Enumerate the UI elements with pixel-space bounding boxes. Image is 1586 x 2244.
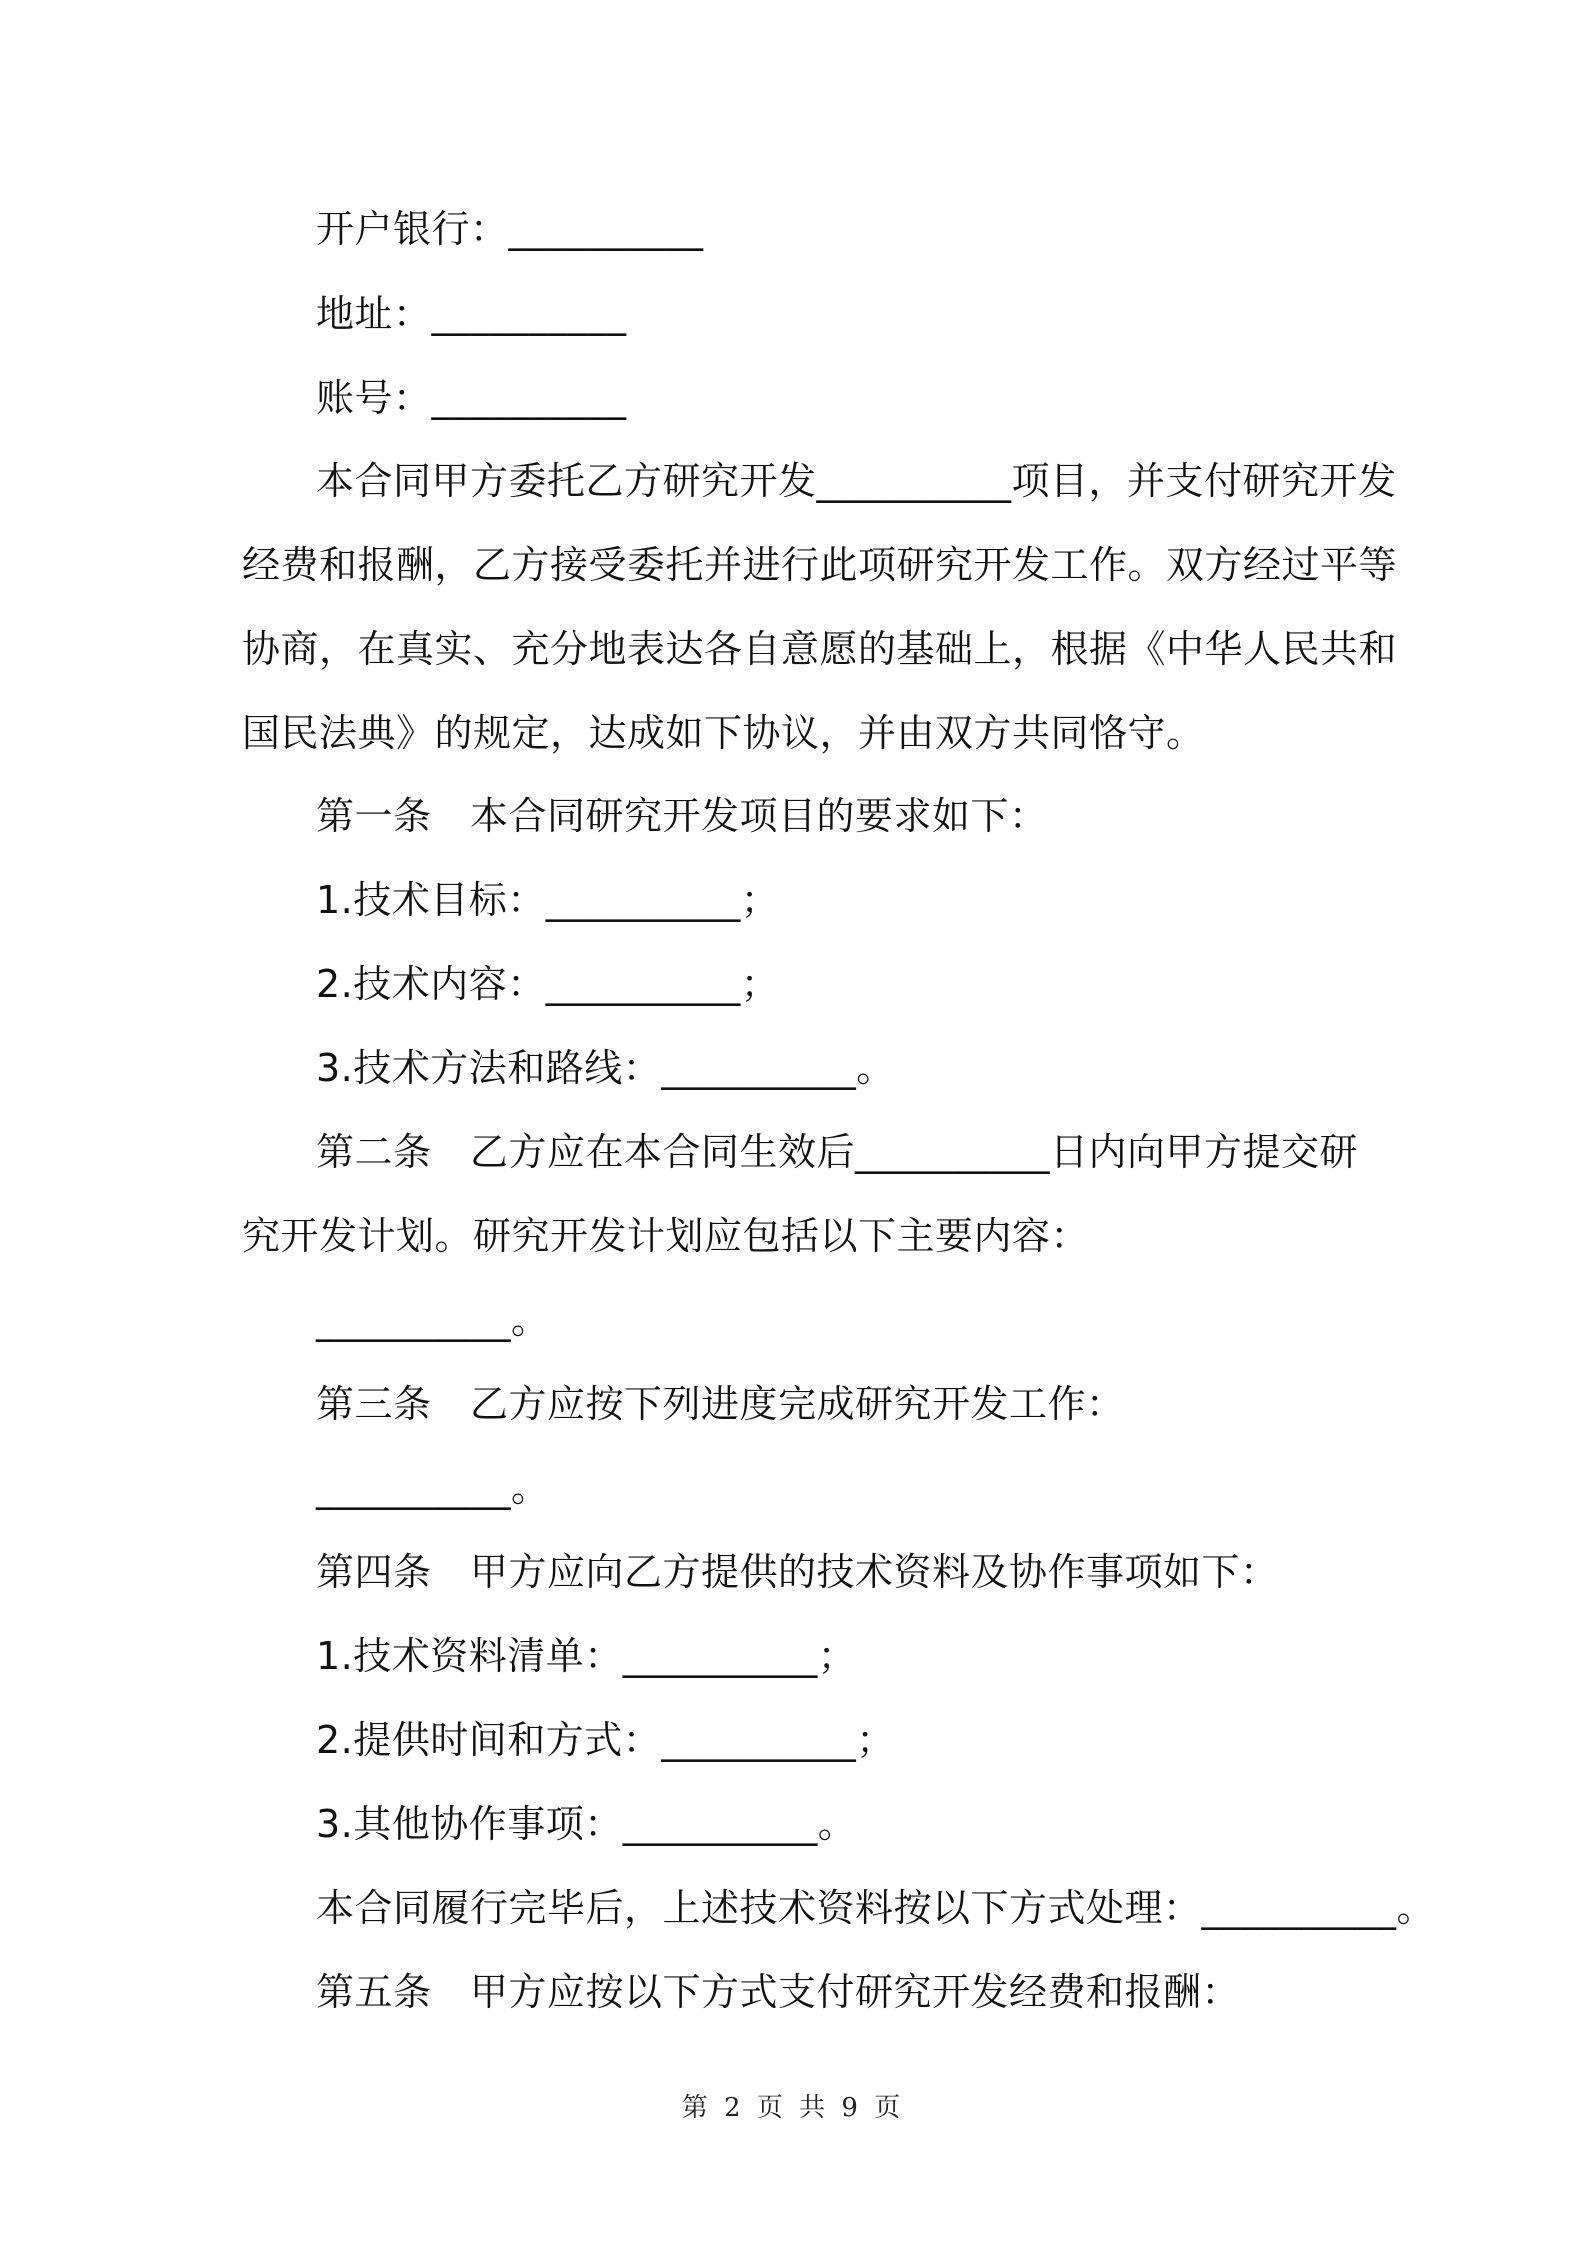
- paragraph-line: 协商，在真实、充分地表达各自意愿的基础上，根据《中华人民共和: [242, 627, 1398, 671]
- article-heading: 第五条 甲方应按以下方式支付研究开发经费和报酬：: [316, 1970, 1241, 2014]
- list-item: 3.其他协作事项：__________。: [316, 1802, 857, 1846]
- list-item: 1.技术资料清单：__________；: [316, 1634, 857, 1678]
- address-line: 地址：__________: [316, 292, 627, 336]
- blank-line: __________。: [316, 1298, 550, 1342]
- paragraph-line: 究开发计划。研究开发计划应包括以下主要内容：: [242, 1214, 1090, 1258]
- list-item: 3.技术方法和路线：__________。: [316, 1046, 895, 1090]
- list-item: 1.技术目标：__________；: [316, 878, 780, 922]
- paragraph-line: 本合同甲方委托乙方研究开发__________项目，并支付研究开发: [316, 459, 1397, 503]
- page-number-footer: 第 2 页 共 9 页: [681, 2093, 905, 2123]
- article-heading: 第二条 乙方应在本合同生效后__________日内向甲方提交研: [316, 1130, 1359, 1174]
- article-heading: 第四条 甲方应向乙方提供的技术资料及协作事项如下：: [316, 1550, 1279, 1594]
- account-line: 账号：__________: [316, 376, 627, 420]
- paragraph-line: 本合同履行完毕后，上述技术资料按以下方式处理：__________。: [316, 1886, 1436, 1930]
- list-item: 2.提供时间和方式：__________；: [316, 1718, 895, 1762]
- blank-line: __________。: [316, 1466, 550, 1510]
- bank-line: 开户银行：__________: [316, 207, 704, 251]
- paragraph-line: 经费和报酬，乙方接受委托并进行此项研究开发工作。双方经过平等: [242, 543, 1398, 587]
- article-heading: 第一条 本合同研究开发项目的要求如下：: [316, 794, 1048, 838]
- list-item: 2.技术内容：__________；: [316, 962, 780, 1006]
- paragraph-line: 国民法典》的规定，达成如下协议，并由双方共同恪守。: [242, 711, 1205, 755]
- article-heading: 第三条 乙方应按下列进度完成研究开发工作：: [316, 1382, 1125, 1426]
